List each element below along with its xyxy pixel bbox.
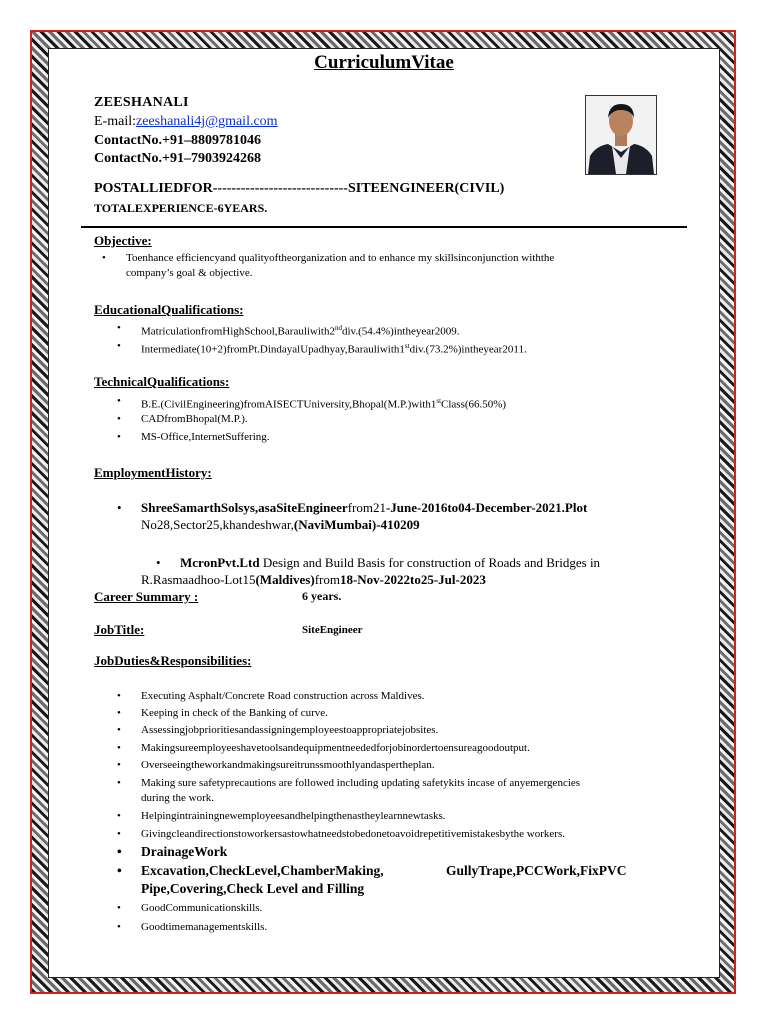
candidate-name: ZEESHANALI	[94, 95, 189, 110]
list-item	[117, 412, 248, 427]
list-item-continuation	[141, 516, 420, 533]
contact-number-2: ContactNo.+91–7903924268	[94, 151, 262, 166]
technical-item-2: CADfromBhopal(M.P.).	[141, 413, 248, 425]
list-item	[117, 689, 425, 704]
list-item-continuation	[446, 862, 627, 880]
employer-2-name: McronPvt.Ltd	[180, 555, 260, 570]
profile-photo	[585, 95, 657, 175]
list-item	[117, 758, 435, 773]
duty-item: Executing Asphalt/Concrete Road construction across Maldives.	[141, 690, 425, 702]
employer-1-city: (NaviMumbai)-410209	[293, 517, 420, 532]
contact-number-1: ContactNo.+91–8809781046	[94, 133, 262, 148]
career-summary-label: Career Summary :	[94, 589, 199, 604]
post-value: SITEENGINEER(CIVIL)	[347, 181, 505, 196]
resume-page	[48, 48, 720, 978]
employer-2-dates: 18-Nov-2022to25-Jul-2023	[339, 572, 486, 587]
objective-heading: Objective:	[94, 233, 152, 248]
document-title: CurriculumVitae	[314, 52, 454, 73]
employer-1-dates: -June-2016to04-December-2021.Plot	[385, 500, 588, 515]
duty-item-excavation-cont-2: Pipe,Covering,Check Level and Filling	[141, 881, 365, 896]
career-summary-value: 6 years.	[302, 589, 342, 603]
bullet-icon: •	[117, 902, 121, 914]
post-label: POSTALLIEDFOR-----------------------------	[94, 181, 348, 196]
education-item-1-rest: div.(54.4%)intheyear2009.	[342, 325, 460, 338]
list-item-continuation	[141, 880, 364, 898]
post-applied-for	[94, 181, 504, 197]
education-item-2: Intermediate(10+2)fromPt.DindayalUpadhyay,Barauliwith1	[141, 343, 405, 356]
bullet-icon: •	[117, 395, 121, 407]
employer-2-country: (Maldives)	[255, 572, 315, 587]
job-title-value: SiteEngineer	[302, 624, 363, 636]
duty-item-excavation-cont: GullyTrape,PCCWork,FixPVC	[446, 863, 627, 878]
list-item-continuation	[141, 791, 214, 806]
bullet-icon: •	[117, 921, 121, 933]
duty-item-drainage: DrainageWork	[141, 844, 228, 859]
bullet-icon: •	[117, 844, 122, 859]
bullet-icon: •	[117, 742, 121, 754]
education-heading: EducationalQualifications:	[94, 302, 244, 317]
list-item	[117, 776, 581, 791]
list-item	[117, 741, 530, 756]
list-item	[117, 827, 565, 842]
list-item	[156, 554, 601, 571]
duty-item: Helpingintrainingnewemployeesandhelpingthenastheylearnnewtasks.	[141, 810, 446, 822]
duty-item: Makingsureemployeeshavetoolsandequipmentneededforjobinordertoensureagoodoutput.	[141, 742, 530, 754]
list-item	[117, 394, 507, 413]
technical-heading: TechnicalQualifications:	[94, 374, 230, 389]
bullet-icon: •	[117, 828, 121, 840]
list-item	[117, 723, 439, 738]
list-item	[117, 706, 328, 721]
technical-item-1-rest: Class(66.50%)	[441, 398, 507, 411]
objective-line-2: company’s goal & objective.	[126, 267, 253, 279]
list-item	[117, 920, 268, 935]
technical-item-3: MS-Office,InternetSuffering.	[141, 431, 270, 443]
employer-2-desc: Design and Build Basis for construction of Roads and Bridges in	[259, 555, 601, 570]
list-item	[117, 499, 588, 516]
duty-item: Goodtimemanagementskills.	[141, 921, 268, 933]
list-item	[117, 339, 527, 358]
list-item	[117, 809, 446, 824]
employer-1-from: from21	[347, 500, 386, 515]
list-item	[117, 321, 460, 340]
employer-1-address: No28,Sector25,khandeshwar,	[141, 517, 294, 532]
list-item	[117, 862, 384, 880]
email-label: E-mail:	[94, 114, 136, 129]
duty-item-continuation: during the work.	[141, 792, 215, 804]
email-row	[94, 114, 278, 130]
education-item-2-rest: div.(73.2%)intheyear2011.	[409, 343, 527, 356]
bullet-icon: •	[117, 777, 121, 789]
duty-item: Overseeingtheworkandmakingsureitrunssmoothlyandaspertheplan.	[141, 759, 435, 771]
bullet-icon: •	[117, 340, 121, 352]
duty-item: Making sure safetyprecautions are followed including updating safetykits incase of anyemergencies	[141, 777, 581, 789]
superscript: nd	[335, 324, 342, 332]
bullet-icon: •	[156, 555, 161, 570]
header-divider	[81, 226, 687, 228]
bullet-icon: •	[117, 707, 121, 719]
bullet-icon: •	[117, 863, 122, 878]
job-title-label: JobTitle:	[94, 622, 145, 637]
list-item	[117, 843, 228, 861]
duty-item: Keeping in check of the Banking of curve.	[141, 707, 328, 719]
bullet-icon: •	[117, 413, 121, 425]
duty-item: Assessingjobprioritiesandassigningemployeestoappropriatejobsites.	[141, 724, 439, 736]
list-item-continuation	[141, 571, 486, 588]
email-link[interactable]: zeeshanali4j@gmail.com	[136, 114, 278, 129]
bullet-icon: •	[117, 724, 121, 736]
bullet-icon: •	[117, 322, 121, 334]
bullet-icon: •	[102, 252, 106, 264]
employer-2-from: from	[314, 572, 340, 587]
list-item-continuation	[126, 266, 252, 281]
list-item	[117, 430, 270, 445]
bullet-icon: •	[117, 810, 121, 822]
objective-line-1: Toenhance efficiencyand qualityoftheorganization and to enhance my skillsinconjunction withthe	[126, 252, 555, 264]
bullet-icon: •	[117, 690, 121, 702]
bullet-icon: •	[117, 759, 121, 771]
bullet-icon: •	[117, 431, 121, 443]
employment-heading: EmploymentHistory:	[94, 465, 212, 480]
duties-heading: JobDuties&Responsibilities:	[94, 653, 252, 668]
list-item	[102, 251, 555, 266]
superscript: st	[404, 342, 410, 350]
duty-item: Givingcleandirectionstoworkersastowhatneedstobedonetoavoidrepetitivemistakesbythe workers.	[141, 828, 565, 840]
duty-item-excavation: Excavation,CheckLevel,ChamberMaking,	[141, 863, 384, 878]
employer-1-name: ShreeSamarthSolsys,asaSiteEngineer	[141, 500, 348, 515]
bullet-icon: •	[117, 500, 122, 515]
employer-2-site: R.Rasmaadhoo-Lot15	[141, 572, 256, 587]
total-experience: TOTALEXPERIENCE-6YEARS.	[94, 201, 268, 215]
duty-item: GoodCommunicationskills.	[141, 902, 263, 914]
education-item-1: MatriculationfromHighSchool,Barauliwith2	[141, 325, 335, 338]
superscript: st	[436, 397, 442, 405]
list-item	[117, 901, 263, 916]
technical-item-1: B.E.(CivilEngineering)fromAISECTUniversity,Bhopal(M.P.)with1	[141, 398, 437, 411]
